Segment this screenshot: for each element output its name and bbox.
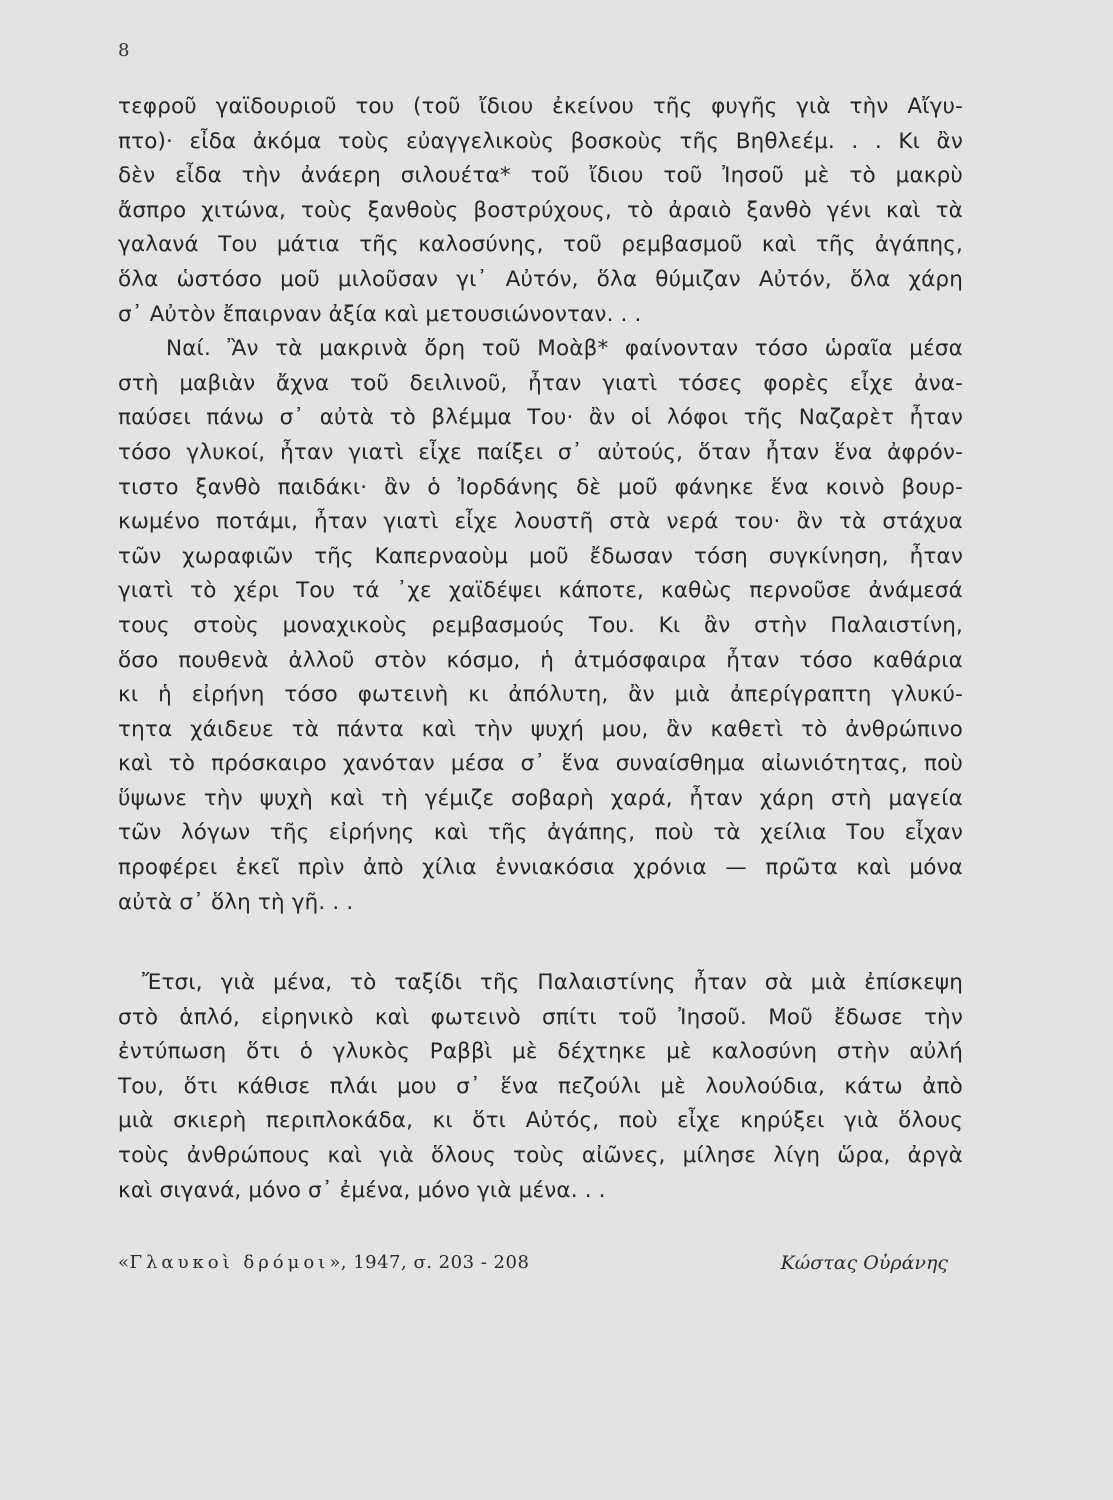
citation-source [118, 1252, 529, 1274]
text-line: πτο)· εἶδα ἀκόμα τοὺς εὐαγγελικοὺς βοσκοὺς τῆς Βηθλεέμ. . . Κι ἂν [118, 128, 963, 154]
text-line: κωμένο ποτάμι, ἦταν γιατὶ εἶχε λουστῆ στὰ νερά του· ἂν τὰ στάχυα [118, 509, 963, 535]
text-line: τοὺς ἀνθρώπους καὶ γιὰ ὅλους τοὺς αἰῶνες, μίλησε λίγη ὥρα, ἀργὰ [118, 1142, 963, 1168]
text-line: δὲν εἶδα τὴν ἀνάερη σιλουέτα* τοῦ ἴδιου τοῦ Ἰησοῦ μὲ τὸ μακρὺ [118, 163, 963, 189]
text-line: κι ἡ εἰρήνη τόσο φωτεινὴ κι ἀπόλυτη, ἂν μιὰ ἀπερίγραπτη γλυκύ- [118, 682, 963, 708]
text-line: ἄσπρο χιτώνα, τοὺς ξανθοὺς βοστρύχους, τὸ ἀραιὸ ξανθὸ γένι καὶ τὰ [118, 197, 963, 223]
text-line: προφέρει ἐκεῖ πρὶν ἀπὸ χίλια ἐννιακόσια χρόνια — πρῶτα καὶ μόνα [118, 855, 963, 881]
text-line: γαλανά Του μάτια τῆς καλοσύνης, τοῦ ρεμβασμοῦ καὶ τῆς ἀγάπης, [118, 232, 963, 258]
text-line: ὕψωνε τὴν ψυχὴ καὶ τὴ γέμιζε σοβαρὴ χαρά, ἦταν χάρη στὴ μαγεία [118, 785, 963, 811]
text-line: παύσει πάνω σ᾿ αὐτὰ τὸ βλέμμα Του· ἂν οἱ λόφοι τῆς Ναζαρὲτ ἦταν [118, 405, 963, 431]
text-line: τεφροῦ γαϊδουριοῦ του (τοῦ ἴδιου ἐκείνου τῆς φυγῆς γιὰ τὴν Αἴγυ- [118, 94, 963, 119]
citation [118, 1252, 948, 1274]
citation-author: Κώστας Οὐράνης [780, 1252, 948, 1274]
text-line: ὅσο πουθενὰ ἀλλοῦ στὸν κόσμο, ἡ ἀτμόσφαιρα ἦταν τόσο καθάρια [118, 647, 963, 673]
citation-title: Γλαυκοὶ δρόμοι [129, 1252, 330, 1273]
page-number: 8 [118, 40, 130, 61]
text-line: τόσο γλυκοί, ἦταν γιατὶ εἶχε παίξει σ᾿ αὐτούς, ὅταν ἦταν ἕνα ἀφρόν- [118, 439, 963, 465]
text-line: τιστο ξανθὸ παιδάκι· ἂν ὁ Ἰορδάνης δὲ μοῦ φάνηκε ἕνα κοινὸ βουρ- [118, 474, 963, 500]
text-line: τητα χάιδευε τὰ πάντα καὶ τὴν ψυχή μου, ἂν καθετὶ τὸ ἀνθρώπινο [118, 716, 963, 742]
text-line: σ᾿ Αὐτὸν ἔπαιρναν ἀξία καὶ μετουσιώνονταν. . . [118, 301, 642, 327]
paragraph-nai [118, 332, 963, 920]
text-line: τους στοὺς μοναχικοὺς ρεμβασμούς Του. Κι ἂν στὴν Παλαιστίνη, [118, 612, 963, 638]
text-line: Ναί. Ἂν τὰ μακρινὰ ὄρη τοῦ Μοὰβ* φαίνονταν τόσο ὡραῖα μέσα [166, 336, 963, 362]
text-line: τῶν χωραφιῶν τῆς Καπερναοὺμ μοῦ ἔδωσαν τόση συγκίνηση, ἦταν [118, 543, 963, 569]
text-line: τῶν λόγων τῆς εἰρήνης καὶ τῆς ἀγάπης, ποὺ τὰ χείλια Του εἶχαν [118, 820, 963, 846]
text-line: γιατὶ τὸ χέρι Του τά ᾿χε χαϊδέψει κάποτε, καθὼς περνοῦσε ἀνάμεσά [118, 578, 963, 604]
text-line: μιὰ σκιερὴ περιπλοκάδα, κι ὅτι Αὐτός, ποὺ εἶχε κηρύξει γιὰ ὅλους [118, 1108, 963, 1134]
citation-open-quote: « [118, 1252, 130, 1273]
text-line: Του, ὅτι κάθισε πλάι μου σ᾿ ἕνα πεζούλι μὲ λουλούδια, κάτω ἀπὸ [118, 1073, 963, 1099]
paragraph-etsi [118, 966, 963, 1208]
text-line: καὶ σιγανά, μόνο σ᾿ ἐμένα, μόνο γιὰ μένα. . . [118, 1177, 606, 1203]
text-line: αὐτὰ σ᾿ ὅλη τὴ γῆ. . . [118, 889, 354, 915]
text-line: στὴ μαβιὰν ἄχνα τοῦ δειλινοῦ, ἦταν γιατὶ τόσες φορὲς εἶχε ἀνα- [118, 370, 963, 396]
text-line: ἐντύπωση ὅτι ὁ γλυκὸς Ραββὶ μὲ δέχτηκε μὲ καλοσύνη στὴν αὐλή [118, 1039, 963, 1065]
main-text-lower [118, 966, 963, 1208]
main-text-upper [118, 90, 963, 920]
text-line: Ἔτσι, γιὰ μένα, τὸ ταξίδι τῆς Παλαιστίνης ἦταν σὰ μιὰ ἐπίσκεψη [142, 970, 963, 995]
text-line: ὅλα ὡστόσο μοῦ μιλοῦσαν γι᾿ Αὐτόν, ὅλα θύμιζαν Αὐτόν, ὅλα χάρη [118, 266, 963, 292]
text-line: στὸ ἁπλό, εἰρηνικὸ καὶ φωτεινὸ σπίτι τοῦ Ἰησοῦ. Μοῦ ἔδωσε τὴν [118, 1004, 963, 1030]
paragraph-continuation [118, 90, 963, 332]
text-line: καὶ τὸ πρόσκαιρο χανόταν μέσα σ᾿ ἕνα συναίσθημα αἰωνιότητας, ποὺ [118, 751, 963, 777]
citation-details: », 1947, σ. 203 - 208 [329, 1252, 530, 1273]
